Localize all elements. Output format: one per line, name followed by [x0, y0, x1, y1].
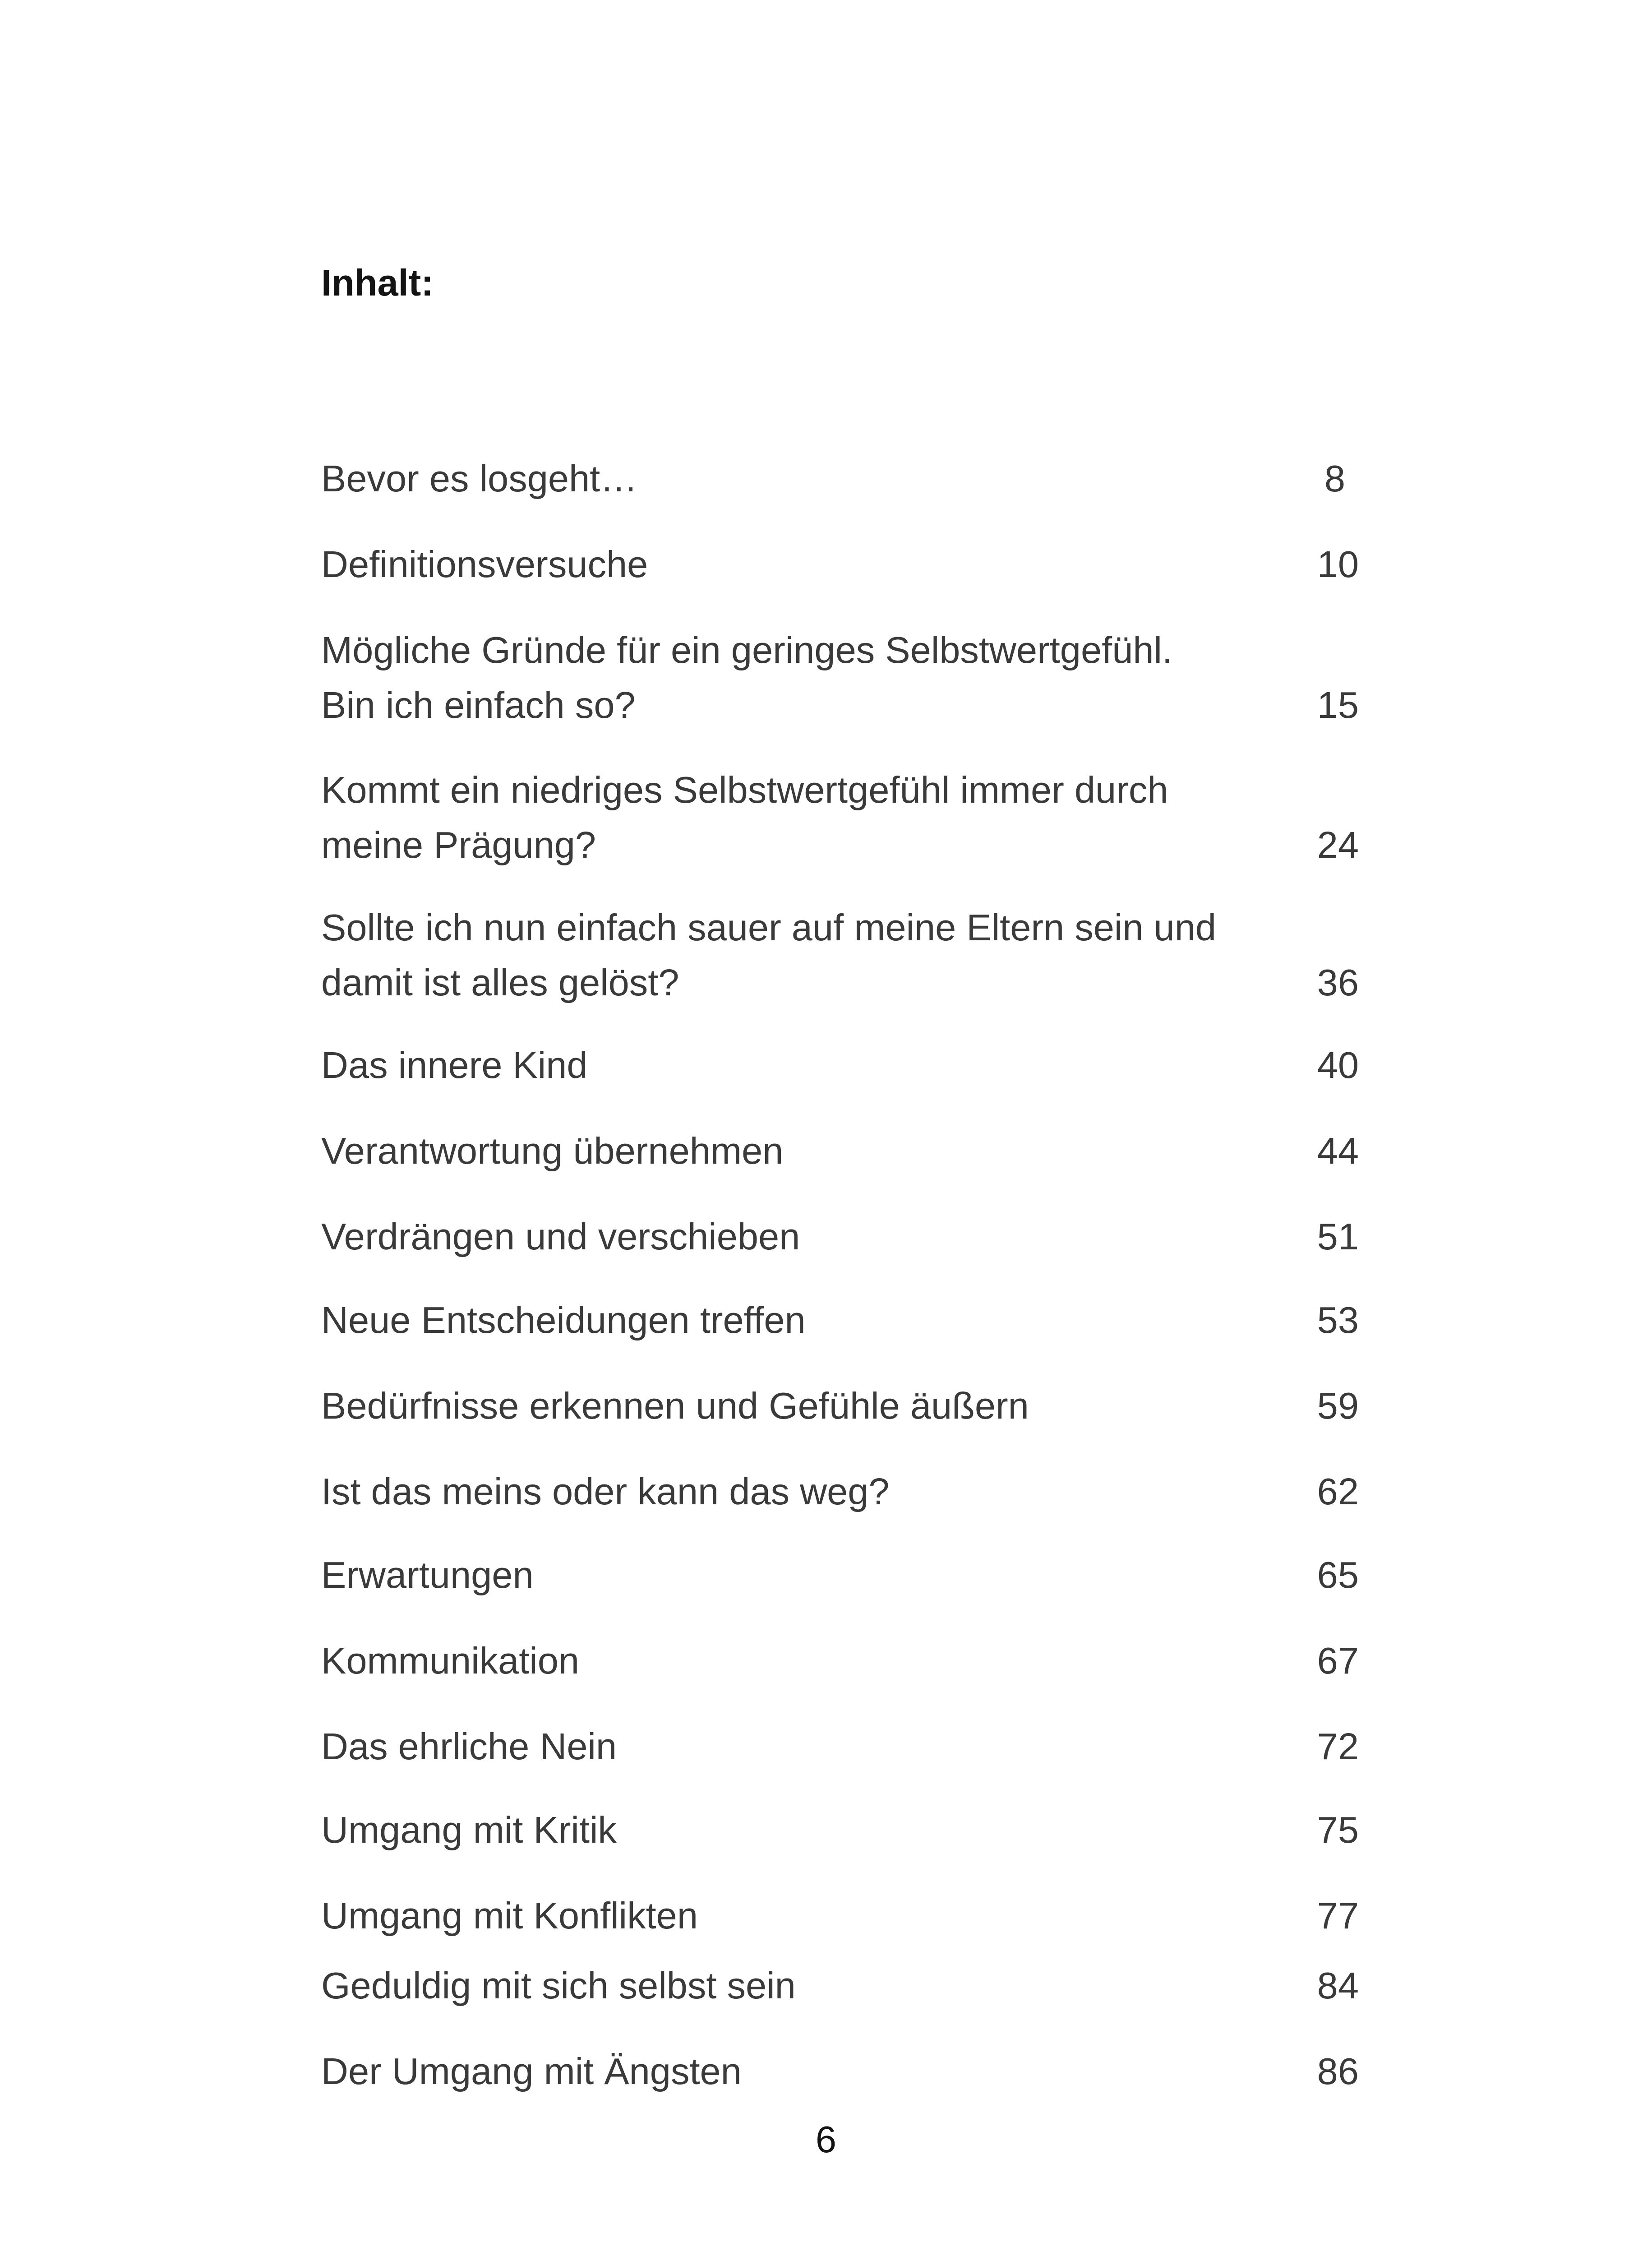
- toc-entry-title: Bevor es losgeht…: [321, 458, 638, 499]
- toc-entry-title: Geduldig mit sich selbst sein: [321, 1965, 796, 2006]
- toc-entry-title: Der Umgang mit Ängsten: [321, 2050, 742, 2092]
- toc-entry-title: Kommt ein niedriges Selbstwertgefühl immer durch: [321, 769, 1168, 811]
- toc-entry-page: 86: [1317, 2050, 1359, 2092]
- toc-entry-title: meine Prägung?: [321, 824, 596, 866]
- toc-entry-page: 8: [1324, 458, 1345, 499]
- toc-entry: [321, 1038, 1359, 1093]
- toc-entry-title: Ist das meins oder kann das weg?: [321, 1470, 890, 1512]
- toc-entry-page: 53: [1317, 1299, 1359, 1341]
- toc-entry-title: Definitionsversuche: [321, 543, 648, 585]
- toc-entry-page: 65: [1317, 1554, 1359, 1596]
- toc-entry: [321, 1464, 1359, 1519]
- toc-heading: Inhalt:: [321, 262, 434, 304]
- toc-entry-page: 72: [1317, 1725, 1359, 1767]
- toc-entry-title: Das ehrliche Nein: [321, 1725, 617, 1767]
- toc-entry: [321, 1209, 1359, 1264]
- toc-entry: [321, 1123, 1359, 1179]
- toc-entry-page: 40: [1317, 1044, 1359, 1086]
- toc-entry: [321, 1719, 1359, 1774]
- toc-entry-page: 10: [1317, 543, 1359, 585]
- toc-entry: [321, 1633, 1359, 1688]
- toc-entry-title: Sollte ich nun einfach sauer auf meine Eltern sein und: [321, 906, 1217, 948]
- toc-entry-page: 75: [1317, 1809, 1359, 1851]
- toc-entry-title: Das innere Kind: [321, 1044, 588, 1086]
- toc-entry-page: 67: [1317, 1640, 1359, 1682]
- toc-entry-title: Mögliche Gründe für ein geringes Selbstwertgefühl.: [321, 629, 1172, 671]
- toc-entry-page: 44: [1317, 1130, 1359, 1172]
- toc-entry: [321, 1803, 1359, 1858]
- toc-entry-page: 62: [1317, 1470, 1359, 1512]
- toc-entry-title: Erwartungen: [321, 1554, 534, 1596]
- toc-entry-title: Neue Entscheidungen treffen: [321, 1299, 806, 1341]
- toc-entry-title: Verantwortung übernehmen: [321, 1130, 784, 1172]
- toc-entry: [321, 2044, 1359, 2099]
- toc-entry: [321, 623, 1359, 733]
- toc-entry: [321, 537, 1359, 592]
- toc-entry-title: Umgang mit Konflikten: [321, 1895, 698, 1937]
- toc-entry: [321, 451, 1359, 506]
- toc-entry-title: Verdrängen und verschieben: [321, 1216, 800, 1257]
- toc-entry-page: 84: [1317, 1965, 1359, 2006]
- toc-entry: [321, 900, 1359, 1010]
- toc-entry-title: damit ist alles gelöst?: [321, 962, 679, 1003]
- toc-entry-title: Kommunikation: [321, 1640, 580, 1682]
- toc-entry-title: Bin ich einfach so?: [321, 684, 636, 726]
- toc-entry: [321, 1548, 1359, 1603]
- toc-entry-title: Umgang mit Kritik: [321, 1809, 617, 1851]
- toc-entry: [321, 1293, 1359, 1348]
- toc-entry: [321, 1378, 1359, 1433]
- toc-entry: [321, 1958, 1359, 2013]
- toc-entry: [321, 1888, 1359, 1943]
- toc-entry-page: 15: [1317, 684, 1359, 726]
- toc-entry: [321, 763, 1359, 873]
- toc-entry-page: 59: [1317, 1385, 1359, 1427]
- toc-entry-title: Bedürfnisse erkennen und Gefühle äußern: [321, 1385, 1029, 1427]
- toc-entry-page: 51: [1317, 1216, 1359, 1257]
- toc-entry-page: 24: [1317, 824, 1359, 866]
- page-number: 6: [815, 2118, 837, 2160]
- toc-entry-page: 36: [1317, 962, 1359, 1003]
- toc-entry-page: 77: [1317, 1895, 1359, 1937]
